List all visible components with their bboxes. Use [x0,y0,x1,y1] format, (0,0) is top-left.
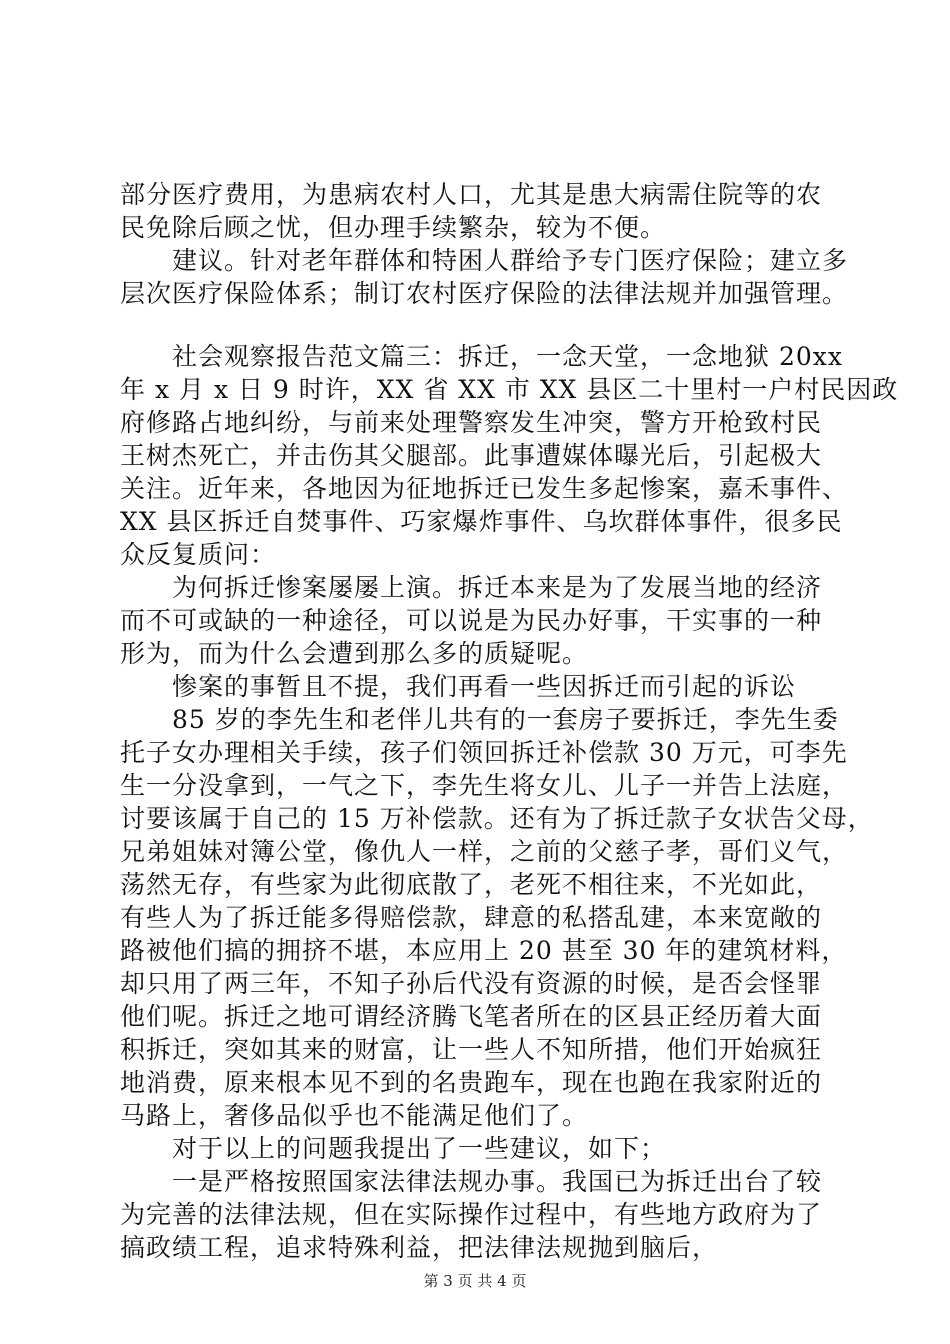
page-footer: 第 3 页 共 4 页 [423,1272,527,1290]
text-line: 众反复质问： [120,540,277,569]
text-line: 而不可或缺的一种途径，可以说是为民办好事，干实事的一种 [120,606,823,635]
text-line: 建议。针对老年群体和特困人群给予专门医疗保险；建立多 [120,246,849,275]
text-line: 部分医疗费用，为患病农村人口，尤其是患大病需住院等的农 [120,180,823,209]
text-line: 兄弟姐妹对簿公堂，像仇人一样，之前的父慈子孝，哥们义气， [120,837,849,866]
text-line: 王树杰死亡，并击伤其父腿部。此事遭媒体曝光后，引起极大 [120,441,823,470]
text-line: 荡然无存，有些家为此彻底散了，老死不相往来，不光如此， [120,870,823,899]
text-line: 85 岁的李先生和老伴儿共有的一套房子要拆迁，李先生委 [120,705,839,734]
text-line: 惨案的事暂且不提，我们再看一些因拆迁而引起的诉讼 [120,672,797,701]
text-line: 关注。近年来，各地因为征地拆迁已发生多起惨案，嘉禾事件、 [120,474,849,503]
text-line: 民免除后顾之忧，但办理手续繁杂，较为不便。 [120,213,667,242]
text-line: 年 x 月 x 日 9 时许，XX 省 XX 市 XX 县区二十里村一户村民因政 [120,375,899,404]
text-line: 却只用了两三年，不知子孙后代没有资源的时候，是否会怪罪 [120,969,823,998]
text-line: 有些人为了拆迁能多得赔偿款，肆意的私搭乱建，本来宽敞的 [120,903,823,932]
text-line: 为完善的法律法规，但在实际操作过程中，有些地方政府为了 [120,1200,823,1229]
text-line: 托子女办理相关手续，孩子们领回拆迁补偿款 30 万元，可李先 [120,738,848,767]
text-line: 马路上，奢侈品似乎也不能满足他们了。 [120,1101,589,1130]
text-line: 他们呢。拆迁之地可谓经济腾飞笔者所在的区县正经历着大面 [120,1002,823,1031]
text-line: 积拆迁，突如其来的财富，让一些人不知所措，他们开始疯狂 [120,1035,823,1064]
text-line: 路被他们搞的拥挤不堪，本应用上 20 甚至 30 年的建筑材料， [120,936,848,965]
text-line: 搞政绩工程，追求特殊利益，把法律法规抛到脑后， [120,1233,719,1262]
text-line: 为何拆迁惨案屡屡上演。拆迁本来是为了发展当地的经济 [120,573,823,602]
text-line: 对于以上的问题我提出了一些建议，如下； [120,1134,667,1163]
text-line: 形为，而为什么会遭到那么多的质疑呢。 [120,639,589,668]
text-line: 讨要该属于自己的 15 万补偿款。还有为了拆迁款子女状告父母， [120,804,874,833]
text-line: 生一分没拿到，一气之下，李先生将女儿、儿子一并告上法庭， [120,771,849,800]
text-line: 一是严格按照国家法律法规办事。我国已为拆迁出台了较 [120,1167,823,1196]
text-line: 社会观察报告范文篇三：拆迁，一念天堂，一念地狱 20xx [120,342,843,371]
text-line: XX 县区拆迁自焚事件、巧家爆炸事件、乌坎群体事件，很多民 [120,507,843,536]
text-line: 地消费，原来根本见不到的名贵跑车，现在也跑在我家附近的 [120,1068,823,1097]
text-line: 层次医疗保险体系；制订农村医疗保险的法律法规并加强管理。 [120,279,849,308]
text-line: 府修路占地纠纷，与前来处理警察发生冲突，警方开枪致村民 [120,408,823,437]
